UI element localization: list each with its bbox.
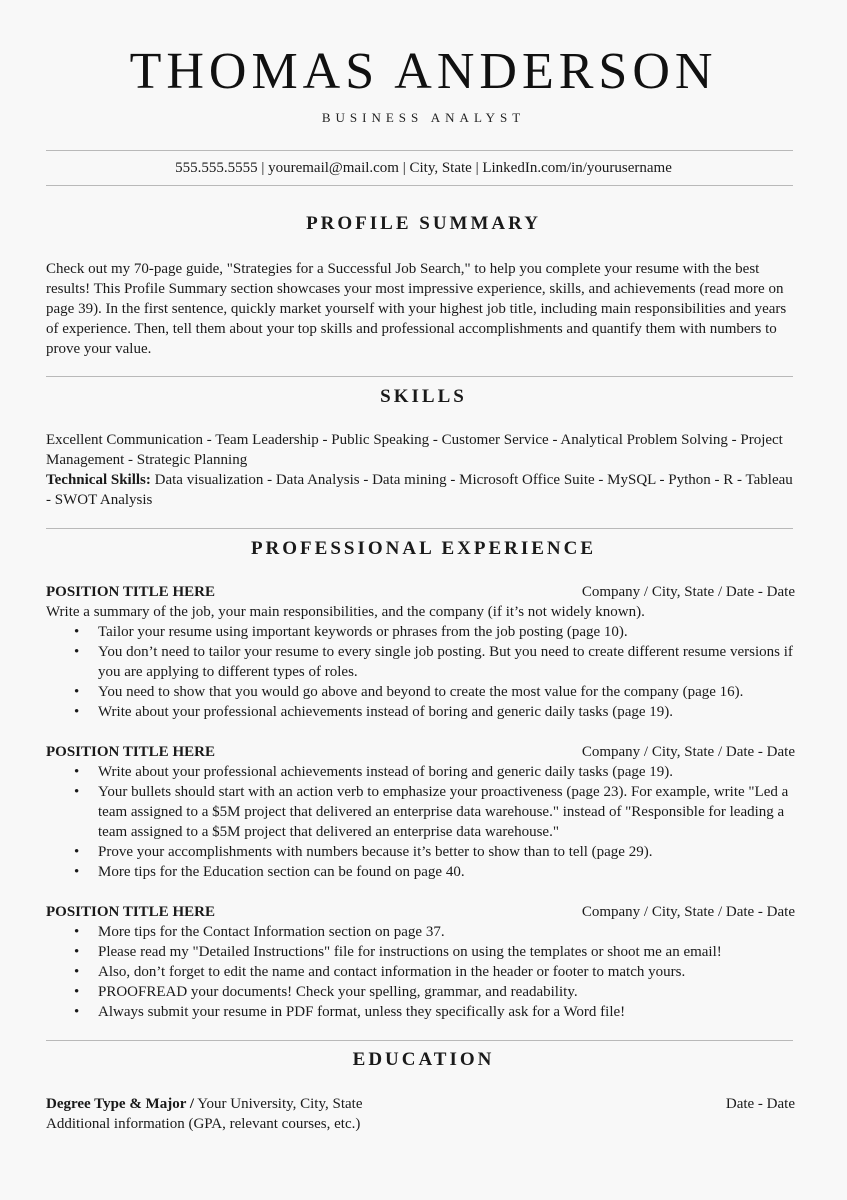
education-additional: Additional information (GPA, relevant courses, etc.) bbox=[46, 1116, 361, 1132]
job-title: POSITION TITLE HERE bbox=[46, 584, 215, 600]
job-bullet: • Also, don’t forget to edit the name and contact information in the header or footer to match yours. bbox=[46, 962, 795, 982]
profile-summary bbox=[46, 259, 795, 359]
job-bullet: • You don’t need to tailor your resume to every single job posting. But you need to create different resume versions if you are applying to different types of roles. bbox=[46, 642, 795, 682]
education-school: Your University, City, State bbox=[194, 1096, 363, 1112]
job-title: POSITION TITLE HERE bbox=[46, 904, 215, 920]
divider bbox=[46, 1040, 793, 1041]
job-bullet: • PROOFREAD your documents! Check your spelling, grammar, and readability. bbox=[46, 982, 795, 1002]
job-bullet: • More tips for the Contact Information section on page 37. bbox=[46, 922, 795, 942]
job-bullet: • Please read my "Detailed Instructions" file for instructions on using the templates or shoot me an email! bbox=[46, 942, 795, 962]
education-degree: Degree Type & Major / bbox=[46, 1096, 195, 1112]
profile-text: Check out my 70-page guide, "Strategies for a Successful Job Search," to help you complete your resume with the best results! This Profile Summary section showcases your most impressive experience, skills, and achievements (read more on page 39). In the first sentence, quickly market yourself with your highest job title, including main responsibilities and years of experience. Then, tell them about your top skills and professional accomplishments and quantify them with numbers to prove your value. bbox=[46, 261, 787, 357]
education-dates: Date - Date bbox=[725, 1096, 795, 1112]
job-bullets bbox=[46, 922, 795, 1022]
divider bbox=[46, 528, 793, 529]
job-bullet: • More tips for the Education section can be found on page 40. bbox=[46, 862, 795, 882]
experience-heading: PROFESSIONAL EXPERIENCE bbox=[250, 538, 597, 559]
job-bullet: • Write about your professional achievements instead of boring and generic daily tasks (page 19). bbox=[46, 702, 795, 722]
job-entry bbox=[46, 902, 795, 1022]
education-degree-line bbox=[46, 1094, 363, 1114]
job-entry bbox=[46, 582, 795, 722]
technical-skills-label: Technical Skills: bbox=[46, 472, 151, 488]
candidate-title: BUSINESS ANALYST bbox=[321, 110, 526, 125]
skills-section bbox=[46, 430, 795, 510]
education-entry bbox=[46, 1094, 795, 1134]
job-summary: Write a summary of the job, your main responsibilities, and the company (if it’s not widely known). bbox=[46, 604, 645, 620]
profile-heading: PROFILE SUMMARY bbox=[306, 213, 541, 234]
job-bullet: • Your bullets should start with an action verb to emphasize your proactiveness (page 23). For example, write "Led a team assigned to a $5M project that delivered an enterprise data warehouse." instead of "Responsible for leading a team assigned to a $5M project that delivered an enterprise data warehouse." bbox=[46, 782, 795, 842]
skills-heading: SKILLS bbox=[380, 386, 467, 407]
job-bullets bbox=[46, 762, 795, 882]
job-meta: Company / City, State / Date - Date bbox=[581, 904, 795, 920]
divider bbox=[46, 185, 793, 186]
candidate-name: THOMAS ANDERSON bbox=[129, 43, 718, 100]
soft-skills: Excellent Communication - Team Leadership - Public Speaking - Customer Service - Analytical Problem Solving - Project Management - Strategic Planning bbox=[46, 432, 783, 468]
job-bullet: • You need to show that you would go above and beyond to create the most value for the company (page 16). bbox=[46, 682, 795, 702]
job-title: POSITION TITLE HERE bbox=[46, 744, 215, 760]
job-meta: Company / City, State / Date - Date bbox=[581, 744, 795, 760]
technical-skills bbox=[46, 470, 795, 510]
job-bullet: • Prove your accomplishments with numbers because it’s better to show than to tell (page 29). bbox=[46, 842, 795, 862]
contact-line: 555.555.5555 | youremail@mail.com | City, State | LinkedIn.com/in/yourusername bbox=[175, 160, 672, 176]
job-entry bbox=[46, 742, 795, 882]
job-bullet: • Tailor your resume using important keywords or phrases from the job posting (page 10). bbox=[46, 622, 795, 642]
divider bbox=[46, 150, 793, 151]
job-meta: Company / City, State / Date - Date bbox=[581, 584, 795, 600]
divider bbox=[46, 376, 793, 377]
job-bullet: • Write about your professional achievements instead of boring and generic daily tasks (page 19). bbox=[46, 762, 795, 782]
job-bullet: • Always submit your resume in PDF format, unless they specifically ask for a Word file! bbox=[46, 1002, 795, 1022]
technical-skills-list: Data visualization - Data Analysis - Data mining - Microsoft Office Suite - MySQL - Python - R - Tableau - SWOT Analysis bbox=[46, 472, 793, 508]
education-heading: EDUCATION bbox=[352, 1049, 495, 1070]
job-bullets bbox=[46, 622, 795, 722]
